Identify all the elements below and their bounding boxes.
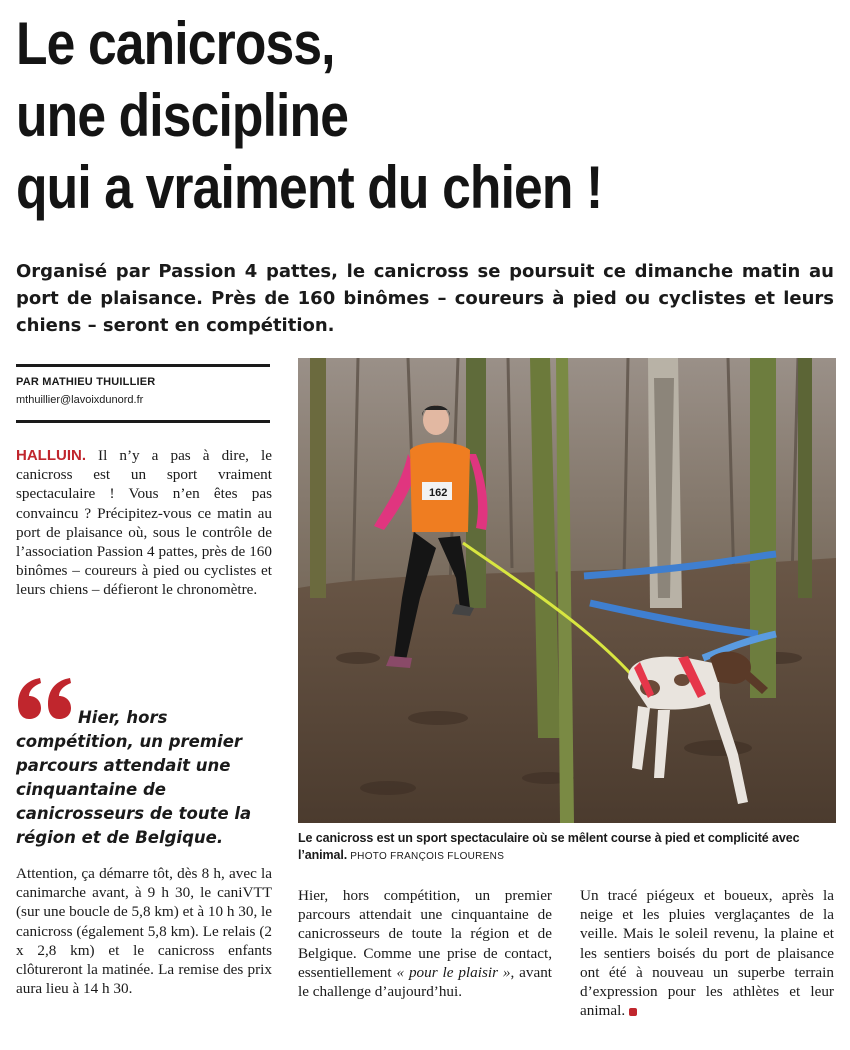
article-photo bbox=[298, 358, 836, 823]
end-of-article-icon bbox=[629, 1008, 637, 1016]
headline-line-2: une discipline bbox=[16, 82, 349, 149]
canicross-photo-illustration bbox=[298, 358, 836, 823]
headline-line-3: qui a vraiment du chien ! bbox=[16, 154, 603, 221]
pull-quote-rest: compétition, un premier parcours attendait une cinquantaine de canicrosseurs de toute la région et de Belgique. bbox=[16, 732, 252, 847]
headline bbox=[16, 8, 721, 224]
column-2-text-a: Hier, hors compétition, un premier parcours attendait une cinquantaine de canicrosseurs de toute la région et de Belgique. Comme une prise de contact, essentiellement bbox=[298, 887, 552, 981]
runner-bib-number: 162 bbox=[429, 487, 448, 499]
headline-line-1: Le canicross, bbox=[16, 10, 335, 77]
photo-credit: PHOTO FRANÇOIS FLOURENS bbox=[347, 851, 505, 862]
body-column-2 bbox=[298, 886, 552, 1001]
lead-text: Il n’y a pas à dire, le canicross est un sport vraiment spectaculaire ! Vous n’en êtes pas convaincu ? Précipitez-vous ce matin au port de plaisance où, sous le contrôle de l’association Passion 4 pattes, près de 160 binômes – coureurs à pied ou cyclistes et leurs chiens – défieront le chronomètre. bbox=[16, 447, 272, 599]
pull-quote-first-line: Hier, hors bbox=[78, 708, 168, 727]
pull-quote bbox=[16, 706, 268, 850]
dateline-city: HALLUIN. bbox=[16, 447, 86, 464]
body-column-1: Attention, ça démarre tôt, dès 8 h, avec la canimarche avant, à 9 h 30, le caniVTT (sur une boucle de 5,8 km) et à 10 h 30, le canicross (également 5,8 km). Le relais (2 x 2,8 km) et le canicross enfants clôtureront la matinée. La remise des prix aura lieu à 14 h 30. bbox=[16, 865, 273, 998]
column-2-italic-quote: « pour le plaisir » bbox=[396, 963, 511, 981]
caption-text: Le canicross est un sport spectaculaire où se mêlent course à pied et complicité avec l’animal. bbox=[298, 831, 800, 862]
byline-top-rule bbox=[16, 364, 270, 367]
byline-author: PAR MATHIEU THUILLIER bbox=[16, 376, 156, 388]
column-3-text: Un tracé piégeux et boueux, après la neige et les pluies verglaçantes de la veille. Mais le soleil revenu, la plaine et les sentiers boisés du port de plaisance ont été à nouveau un superbe terrain d’expression pour les athlètes et leur animal. bbox=[580, 887, 834, 1020]
column-2-text-b: , avant le challenge d’aujourd’hui. bbox=[298, 963, 553, 1001]
photo-caption bbox=[298, 830, 838, 865]
body-column-3 bbox=[580, 886, 834, 1020]
standfirst: Organisé par Passion 4 pattes, le canicross se poursuit ce dimanche matin au port de plaisance. Près de 160 binômes – coureurs à pied ou cyclistes et leurs chiens – seront en compétition. bbox=[16, 261, 834, 336]
lead-paragraph bbox=[16, 446, 272, 600]
byline-bottom-rule bbox=[16, 420, 270, 423]
byline-email[interactable]: mthuillier@lavoixdunord.fr bbox=[16, 394, 144, 406]
